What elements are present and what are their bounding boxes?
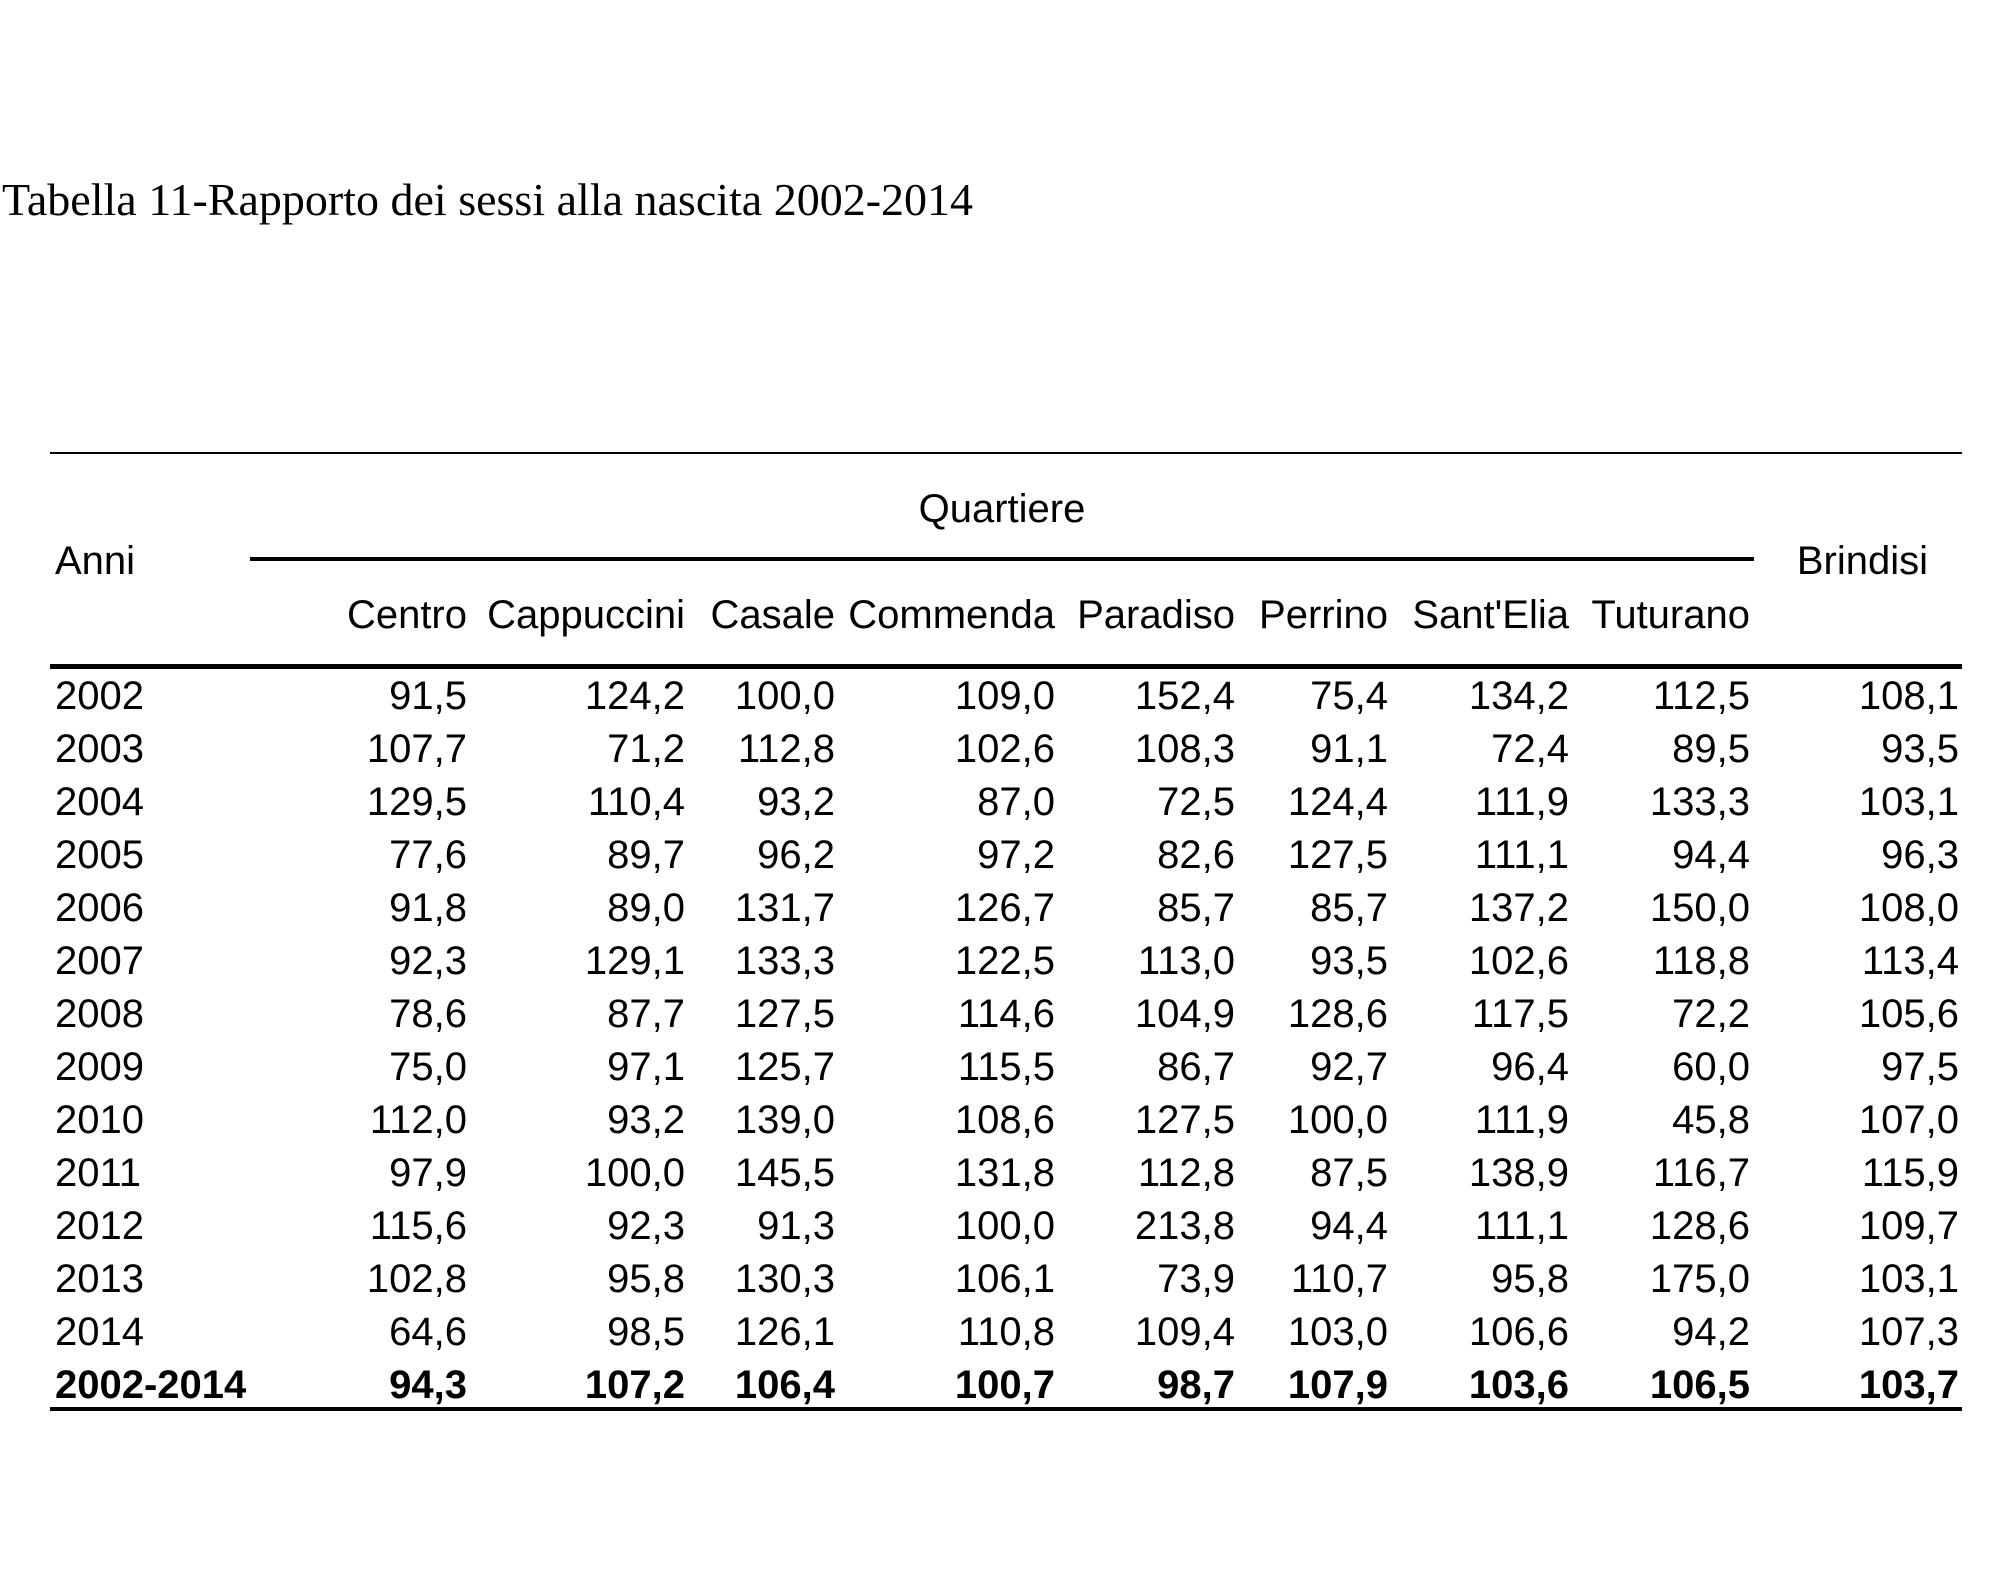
table-cell: 97,2 [977, 833, 1055, 877]
row-year: 2004 [55, 780, 144, 824]
table-cell: 102,8 [366, 1257, 467, 1301]
table-cell: 102,6 [954, 727, 1055, 771]
table-cell: 92,3 [389, 939, 467, 983]
cell-brindisi: 108,0 [1858, 886, 1959, 930]
table-cell: 91,3 [757, 1204, 835, 1248]
table-cell: 129,1 [584, 939, 685, 983]
table-cell: 104,9 [1134, 992, 1235, 1036]
table-cell: 127,5 [1287, 833, 1388, 877]
table-cell: 139,0 [734, 1098, 835, 1142]
table-cell: 94,2 [1672, 1310, 1750, 1354]
table-cell: 152,4 [1134, 674, 1235, 718]
cell-brindisi: 103,7 [1858, 1363, 1959, 1407]
table-cell: 133,3 [1649, 780, 1750, 824]
quartiere-rule [250, 557, 1754, 561]
header-col-casale: Casale [710, 593, 835, 637]
table-row [0, 1202, 2008, 1255]
table-cell: 77,6 [389, 833, 467, 877]
table-cell: 134,2 [1468, 674, 1569, 718]
table-cell: 87,5 [1310, 1151, 1388, 1195]
table-cell: 108,3 [1134, 727, 1235, 771]
table-cell: 106,4 [734, 1363, 835, 1407]
table-cell: 128,6 [1287, 992, 1388, 1036]
table-row [0, 884, 2008, 937]
table-cell: 92,3 [607, 1204, 685, 1248]
table-row [0, 831, 2008, 884]
table-row [0, 725, 2008, 778]
table-cell: 107,9 [1287, 1363, 1388, 1407]
table-bottom-rule [50, 1407, 1962, 1411]
table-cell: 94,3 [389, 1363, 467, 1407]
header-col-cappuccini: Cappuccini [487, 593, 685, 637]
cell-brindisi: 103,1 [1858, 780, 1959, 824]
table-cell: 89,0 [607, 886, 685, 930]
table-cell: 127,5 [734, 992, 835, 1036]
table-cell: 110,8 [957, 1310, 1055, 1354]
table-cell: 75,0 [389, 1045, 467, 1089]
table-cell: 45,8 [1672, 1098, 1750, 1142]
table-cell: 100,0 [954, 1204, 1055, 1248]
table-cell: 130,3 [734, 1257, 835, 1301]
table-cell: 96,4 [1491, 1045, 1569, 1089]
header-col-paradiso: Paradiso [1077, 593, 1235, 637]
table-cell: 150,0 [1649, 886, 1750, 930]
table-row [0, 778, 2008, 831]
table-cell: 91,5 [389, 674, 467, 718]
table-cell: 102,6 [1468, 939, 1569, 983]
table-cell: 100,7 [954, 1363, 1055, 1407]
table-caption: Tabella 11-Rapporto dei sessi alla nascita 2002-2014 [2, 174, 974, 225]
cell-brindisi: 108,1 [1858, 674, 1959, 718]
cell-brindisi: 93,5 [1881, 727, 1959, 771]
table-cell: 126,1 [734, 1310, 835, 1354]
header-anni: Anni [55, 539, 136, 583]
table-cell: 131,7 [734, 886, 835, 930]
table-row [0, 1096, 2008, 1149]
table-cell: 71,2 [607, 727, 685, 771]
table-cell: 98,5 [607, 1310, 685, 1354]
row-year: 2014 [55, 1310, 144, 1354]
table-cell: 73,9 [1157, 1257, 1235, 1301]
table-body [0, 672, 2008, 1414]
header-col-centro: Centro [346, 593, 467, 637]
table-cell: 126,7 [954, 886, 1055, 930]
cell-brindisi: 97,5 [1881, 1045, 1959, 1089]
table-top-rule [50, 452, 1962, 454]
header-col-perrino: Perrino [1259, 593, 1388, 637]
table-cell: 96,2 [757, 833, 835, 877]
table-cell: 116,7 [1652, 1151, 1750, 1195]
table-cell: 107,2 [584, 1363, 685, 1407]
table-cell: 106,1 [954, 1257, 1055, 1301]
table-cell: 117,5 [1471, 992, 1569, 1036]
table-cell: 103,0 [1287, 1310, 1388, 1354]
table-cell: 86,7 [1157, 1045, 1235, 1089]
table-cell: 78,6 [389, 992, 467, 1036]
table-cell: 93,2 [607, 1098, 685, 1142]
table-cell: 94,4 [1310, 1204, 1388, 1248]
table-cell: 133,3 [734, 939, 835, 983]
table-cell: 109,0 [954, 674, 1055, 718]
cell-brindisi: 107,0 [1858, 1098, 1959, 1142]
table-cell: 124,4 [1287, 780, 1388, 824]
row-year: 2003 [55, 727, 144, 771]
table-cell: 111,9 [1474, 1098, 1569, 1142]
table-cell: 112,0 [369, 1098, 467, 1142]
header-col-tuturano: Tuturano [1591, 593, 1750, 637]
table-cell: 127,5 [1134, 1098, 1235, 1142]
table-row [0, 672, 2008, 725]
table-row [0, 1043, 2008, 1096]
table-cell: 87,0 [977, 780, 1055, 824]
table-cell: 109,4 [1134, 1310, 1235, 1354]
table-cell: 95,8 [1491, 1257, 1569, 1301]
table-cell: 72,2 [1672, 992, 1750, 1036]
table-cell: 111,9 [1474, 780, 1569, 824]
table-cell: 129,5 [366, 780, 467, 824]
table-cell: 64,6 [389, 1310, 467, 1354]
table-cell: 138,9 [1468, 1151, 1569, 1195]
table-cell: 89,5 [1672, 727, 1750, 771]
table-cell: 110,7 [1290, 1257, 1388, 1301]
table-cell: 125,7 [734, 1045, 835, 1089]
table-cell: 87,7 [607, 992, 685, 1036]
table-row [0, 1308, 2008, 1361]
header-bottom-rule [50, 664, 1962, 669]
table-cell: 106,6 [1468, 1310, 1569, 1354]
table-row [0, 937, 2008, 990]
table-cell: 213,8 [1134, 1204, 1235, 1248]
table-cell: 91,8 [389, 886, 467, 930]
table-cell: 118,8 [1652, 939, 1750, 983]
table-cell: 107,7 [366, 727, 467, 771]
table-cell: 106,5 [1649, 1363, 1750, 1407]
table-cell: 75,4 [1310, 674, 1388, 718]
table-cell: 131,8 [954, 1151, 1055, 1195]
table-cell: 93,2 [757, 780, 835, 824]
table-cell: 85,7 [1310, 886, 1388, 930]
table-cell: 175,0 [1649, 1257, 1750, 1301]
table-cell: 114,6 [957, 992, 1055, 1036]
table-cell: 137,2 [1468, 886, 1569, 930]
table-cell: 100,0 [584, 1151, 685, 1195]
table-cell: 82,6 [1157, 833, 1235, 877]
table-cell: 112,5 [1652, 674, 1750, 718]
row-year: 2006 [55, 886, 144, 930]
table-cell: 72,4 [1491, 727, 1569, 771]
cell-brindisi: 96,3 [1881, 833, 1959, 877]
table-cell: 98,7 [1157, 1363, 1235, 1407]
table-cell: 89,7 [607, 833, 685, 877]
table-row [0, 1255, 2008, 1308]
table-cell: 115,5 [957, 1045, 1055, 1089]
table-cell: 108,6 [954, 1098, 1055, 1142]
table-cell: 128,6 [1649, 1204, 1750, 1248]
cell-brindisi: 105,6 [1858, 992, 1959, 1036]
table-cell: 112,8 [737, 727, 835, 771]
header-brindisi: Brindisi [1796, 539, 1928, 583]
row-year: 2005 [55, 833, 144, 877]
cell-brindisi: 115,9 [1861, 1151, 1959, 1195]
header-col-commenda: Commenda [848, 593, 1055, 637]
table-cell: 113,0 [1137, 939, 1235, 983]
table-cell: 111,1 [1474, 1204, 1569, 1248]
table-cell: 110,4 [587, 780, 685, 824]
row-year: 2013 [55, 1257, 144, 1301]
table-cell: 100,0 [734, 674, 835, 718]
table-cell: 60,0 [1672, 1045, 1750, 1089]
table-cell: 97,9 [389, 1151, 467, 1195]
row-year: 2011 [55, 1151, 142, 1195]
cell-brindisi: 109,7 [1858, 1204, 1959, 1248]
row-year: 2008 [55, 992, 144, 1036]
table-cell: 85,7 [1157, 886, 1235, 930]
table-cell: 97,1 [607, 1045, 685, 1089]
table-cell: 91,1 [1310, 727, 1388, 771]
table-cell: 112,8 [1137, 1151, 1235, 1195]
table-cell: 94,4 [1672, 833, 1750, 877]
row-year: 2009 [55, 1045, 144, 1089]
row-year: 2010 [55, 1098, 144, 1142]
table-row [0, 1149, 2008, 1202]
table-cell: 103,6 [1468, 1363, 1569, 1407]
table-cell: 100,0 [1287, 1098, 1388, 1142]
table-cell: 115,6 [369, 1204, 467, 1248]
table-cell: 145,5 [734, 1151, 835, 1195]
table-cell: 95,8 [607, 1257, 685, 1301]
table-cell: 111,1 [1474, 833, 1569, 877]
row-year: 2012 [55, 1204, 144, 1248]
table-cell: 92,7 [1310, 1045, 1388, 1089]
table-cell: 124,2 [584, 674, 685, 718]
cell-brindisi: 107,3 [1858, 1310, 1959, 1354]
row-year: 2002-2014 [55, 1363, 247, 1407]
cell-brindisi: 113,4 [1861, 939, 1959, 983]
row-year: 2007 [55, 939, 144, 983]
cell-brindisi: 103,1 [1858, 1257, 1959, 1301]
table-row [0, 990, 2008, 1043]
header-col-santelia: Sant'Elia [1412, 593, 1569, 637]
table-cell: 72,5 [1157, 780, 1235, 824]
row-year: 2002 [55, 674, 144, 718]
table-cell: 122,5 [954, 939, 1055, 983]
header-quartiere: Quartiere [918, 487, 1086, 531]
table-cell: 93,5 [1310, 939, 1388, 983]
